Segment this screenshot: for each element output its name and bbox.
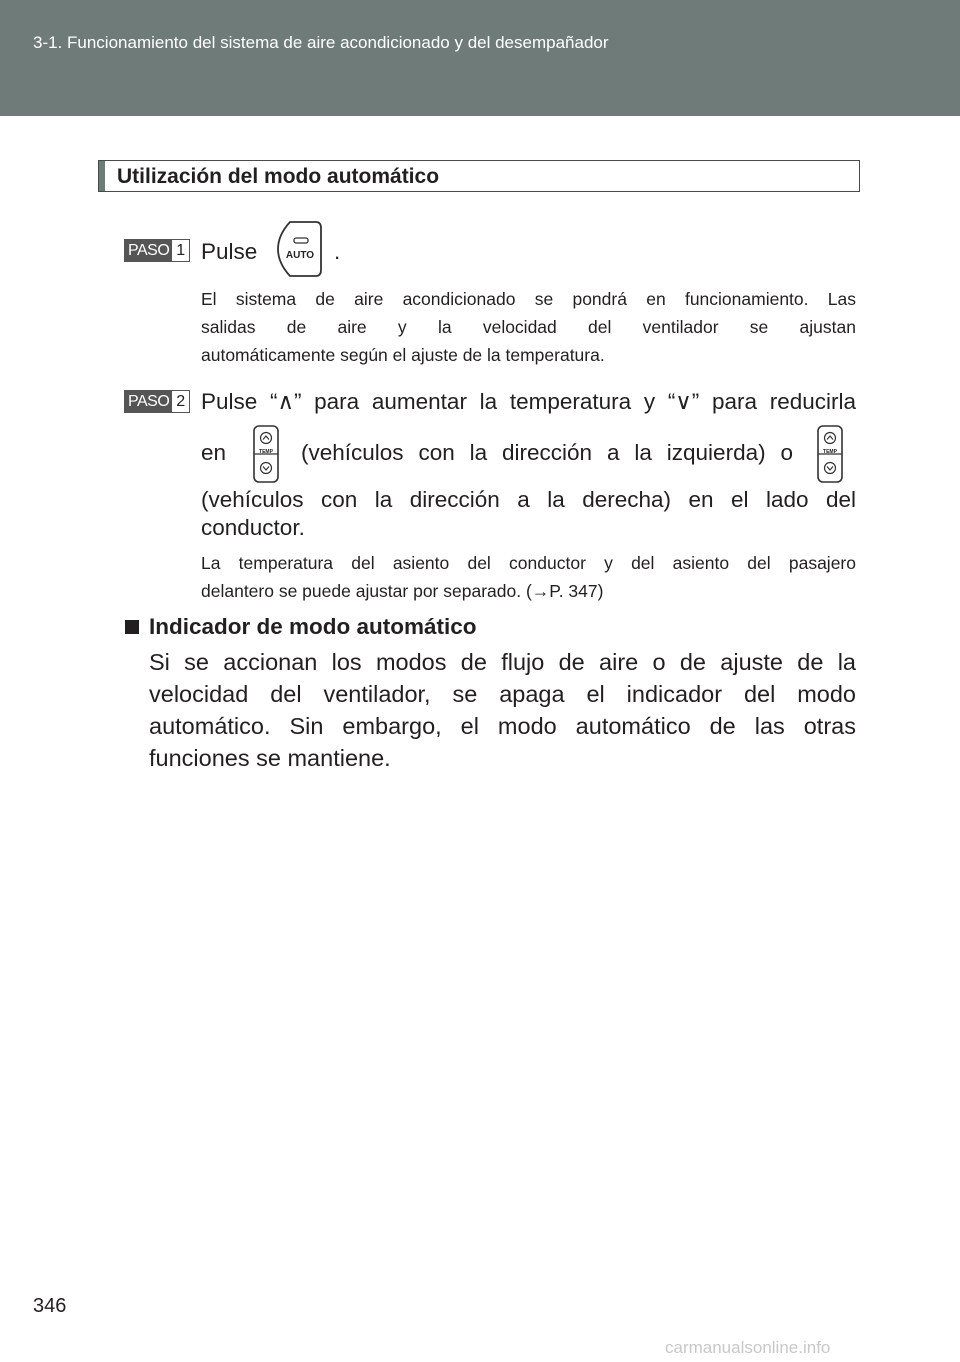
step-1-badge-word: PASO: [125, 240, 172, 261]
svg-text:TEMP: TEMP: [259, 449, 273, 455]
chapter-title: 3-1. Funcionamiento del sistema de aire acondicionado y del desempañador: [33, 33, 609, 52]
square-bullet-icon: [125, 620, 139, 634]
subsection-line-4: funciones se mantiene.: [149, 745, 391, 771]
step-2-note-line-1: La temperatura del asiento del conductor y del asiento del pasajero: [201, 553, 856, 573]
section-heading-bar: [99, 161, 105, 191]
temp-button-left-icon: [252, 424, 280, 484]
temp-button-right-icon: [816, 424, 844, 484]
section-title: Utilización del modo automático: [117, 165, 440, 188]
subsection-line-1: Si se accionan los modos de flujo de aire o de ajuste de la: [149, 649, 856, 675]
watermark: carmanualsonline.info: [665, 1338, 831, 1357]
subsection-title: Indicador de modo automático: [149, 614, 477, 639]
step-1-badge-number: 1: [172, 240, 189, 261]
svg-text:TEMP: TEMP: [823, 449, 837, 455]
step-2-line-4: conductor.: [201, 515, 305, 540]
step-1-note-line-2: salidas de aire y la velocidad del ventilador se ajustan: [201, 317, 856, 337]
step-1-text-before: Pulse: [201, 239, 258, 264]
svg-text:AUTO: AUTO: [285, 250, 315, 261]
section-heading-box: [98, 160, 860, 192]
step-1-badge: [124, 239, 190, 262]
step-2-badge-word: PASO: [125, 391, 172, 412]
step-2-line-1: Pulse “∧” para aumentar la temperatura y “∨” para reducirla: [201, 389, 856, 414]
step-2-line-2-prefix: en: [201, 440, 227, 465]
step-2-badge-number: 2: [172, 391, 189, 412]
step-1-note-line-3: automáticamente según el ajuste de la temperatura.: [201, 345, 605, 365]
auto-button-icon: [276, 218, 324, 280]
step-1-note-line-1: El sistema de aire acondicionado se pondrá en funcionamiento. Las: [201, 289, 856, 309]
subsection-line-3: automático. Sin embargo, el modo automático de las otras: [149, 713, 856, 739]
step-2-line-3: (vehículos con la dirección a la derecha) en el lado del: [201, 487, 856, 512]
step-2-line-2-middle: (vehículos con la dirección a la izquierda) o: [301, 440, 793, 465]
page-number: 346: [33, 1295, 67, 1317]
page-header: [0, 0, 960, 116]
step-2-note-line-2: delantero se puede ajustar por separado. (→P. 347): [201, 581, 604, 601]
subsection-line-2: velocidad del ventilador, se apaga el indicador del modo: [149, 681, 856, 707]
step-1-text-after: .: [334, 239, 341, 264]
step-2-badge: [124, 390, 190, 413]
